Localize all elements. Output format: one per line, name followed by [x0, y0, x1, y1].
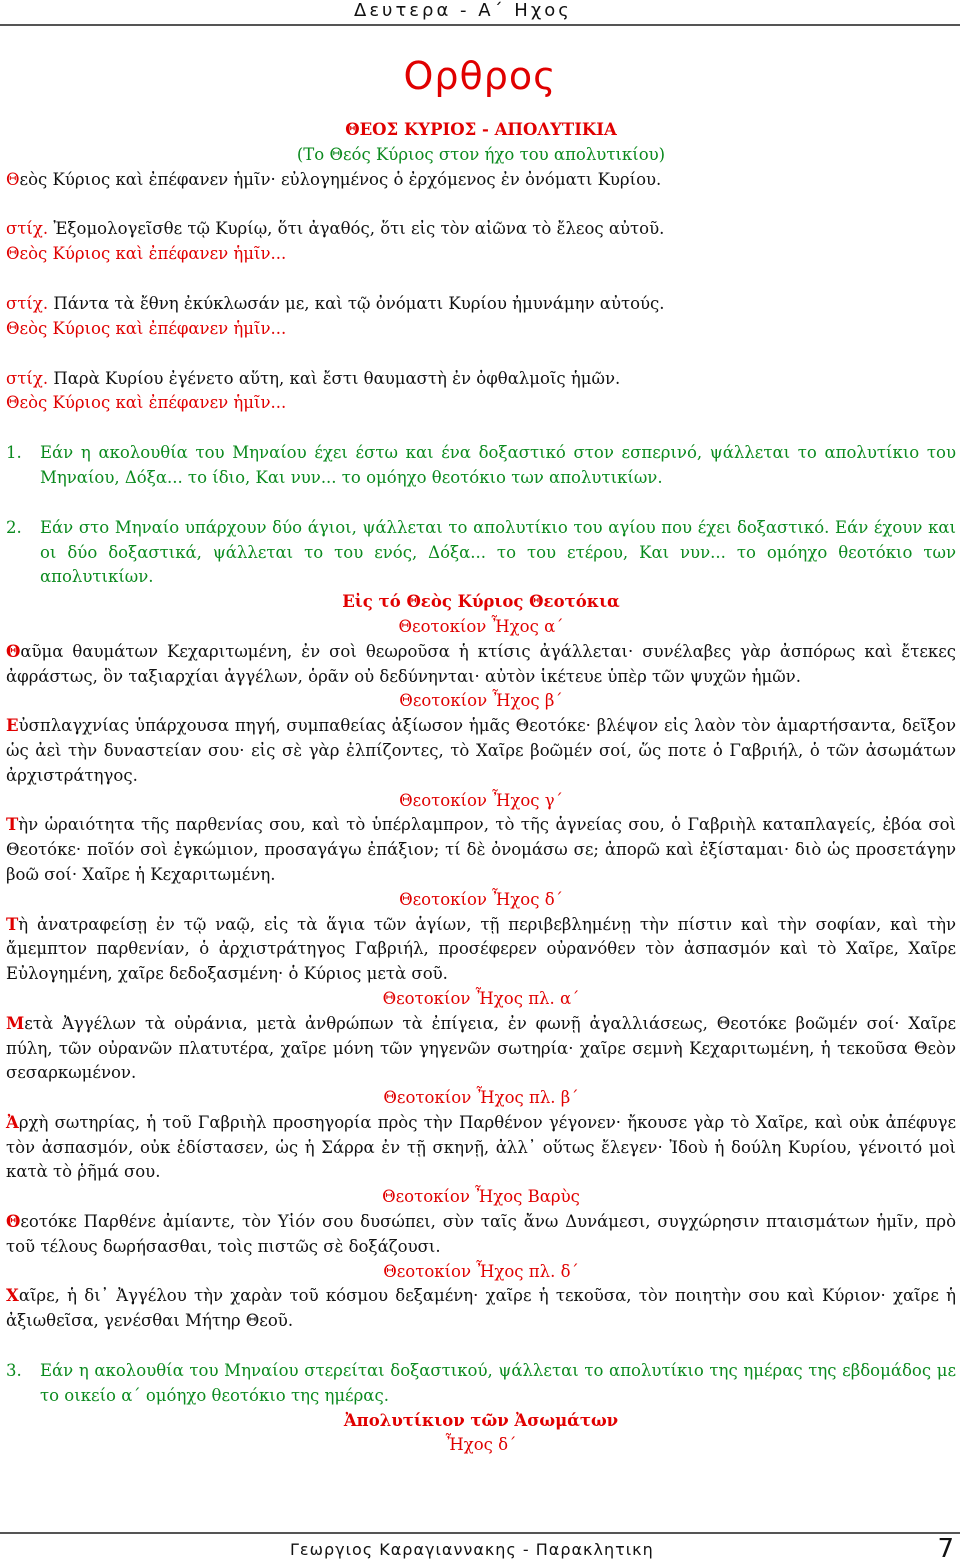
stichos-text: Πάντα τὰ ἔθνη ἐκύκλωσάν με, καὶ τῷ ὀνόματι Κυρίου ἠμυνάμην αὐτούς.: [48, 293, 665, 313]
drop-initial: Θ: [6, 1212, 21, 1232]
apolytikion-tone: Ἦχος δ΄: [445, 1435, 517, 1455]
refrain-text: εὸς Κύριος καὶ ἐπέφανεν ἡμῖν...: [19, 244, 287, 264]
stichos-3: [6, 367, 956, 392]
page-number: 7: [937, 1534, 954, 1564]
section-note: (Το Θεός Κύριος στον ήχο του απολυτικίου): [296, 144, 666, 164]
rubric-note-3: [6, 1359, 956, 1409]
theotokion-text-7: [6, 1210, 956, 1260]
rubric-note-2: [6, 516, 956, 590]
stichos-1: [6, 217, 956, 242]
refrain-3: [6, 391, 956, 416]
stichos-text: Ἐξομολογεῖσθε τῷ Κυρίῳ, ὅτι ἀγαθός, ὅτι εἰς τὸν αἰῶνα τὸ ἔλεος αὐτοῦ.: [48, 219, 665, 239]
theotokion-label-4: Θεοτοκίον Ἦχος δ΄: [399, 889, 563, 909]
theotokion-label-6: Θεοτοκίον Ἦχος πλ. β΄: [383, 1088, 579, 1108]
hymn-text: ὴ ἀνατραφείσῃ ἐν τῷ ναῷ, εἰς τὰ ἅγια τῶν ἁγίων, τῇ περιβεβλημένῃ τὴν πίστιν καὶ τὴν σοφίαν, καὶ τὴν ἄμεμπτον παρθενίαν, ὁ ἀρχιστράτηγος Γαβριήλ, προσέφερεν οὐρανόθεν τὸν ἀσπασμόν καὶ τὸ Χαῖρε, Χαῖρε Εὐλογημένη, χαῖρε δεδοξασμένη· ὁ Κύριος μετὰ σοῦ.: [6, 914, 956, 984]
refrain-text: εὸς Κύριος καὶ ἐπέφανεν ἡμῖν...: [19, 318, 287, 338]
hymn-text: αῖρε, ἡ δι᾽ Ἀγγέλου τὴν χαρὰν τοῦ κόσμου δεξαμένη· χαῖρε ἡ τεκοῦσα, τὸν ποιητὴν σου καὶ Κύριον· χαῖρε ἡ ἀξιωθεῖσα, γενέσθαι Μήτηρ Θεοῦ.: [6, 1286, 956, 1331]
theotokion-text-8: [6, 1284, 956, 1334]
drop-initial: Ἀ: [6, 1112, 19, 1132]
drop-initial: Τ: [6, 815, 19, 835]
theotokion-text-3: [6, 813, 956, 887]
refrain-1: [6, 242, 956, 267]
drop-initial: Χ: [6, 1286, 19, 1306]
stichos-label: στίχ.: [6, 368, 49, 388]
note-number: 2.: [6, 517, 22, 537]
document-body: [6, 118, 956, 1458]
footer-author: Γεωργιος Καραγιαννακης - Παρακλητικη: [290, 1540, 654, 1559]
note-text: Εάν η ακολουθία του Μηναίου στερείται δοξαστικού, ψάλλεται το απολυτίκιο της ημέρας της εβδομάδος με το οικείο α΄ ομόηχο θεοτόκιο της ημέρας.: [40, 1361, 956, 1405]
stichos-label: στίχ.: [6, 293, 49, 313]
drop-initial: Τ: [6, 914, 19, 934]
hymn-text: ρχὴ σωτηρίας, ἡ τοῦ Γαβριὴλ προσηγορία πρὸς τὴν Παρθένον γέγονεν· ἤκουσε γὰρ τὸ Χαῖρε, καὶ οὐκ ἀπέφυγε τὸν ἀσπασμόν, οὐκ ἐδίστασεν, ὡς ἡ Σάρρα ἐν τῇ σκηνῇ, ἀλλ᾽ οὕτως ἔλεγεν· Ἰδοὺ ἡ δούλη Κυρίου, γένοιτό μοὶ κατὰ τὸ ῥῆμά σου.: [6, 1112, 956, 1182]
header-rule: [0, 24, 960, 26]
rubric-note-1: [6, 441, 956, 491]
refrain-text: εὸς Κύριος καὶ ἐπέφανεν ἡμῖν...: [19, 393, 287, 413]
theotokion-text-1: [6, 640, 956, 690]
hymn-text: ὐσπλαγχνίας ὑπάρχουσα πηγή, συμπαθείας ἀξίωσον ἡμᾶς Θεοτόκε· βλέψον εἰς λαὸν τὸν ἁμαρτήσαντα, δεῖξον ὡς ἀεὶ τὴν δυναστείαν σου· εἰς σὲ γὰρ ἐλπίζοντες, τὸ Χαῖρε βοῶμέν σοί, ὥς ποτε ὁ Γαβριήλ, ὁ τῶν ἀσωμάτων ἀρχιστράτηγος.: [6, 716, 956, 785]
running-header: Δευτερα - Α΄ Ηχος: [354, 0, 572, 21]
hymn-text: ετὰ Ἀγγέλων τὰ οὐράνια, μετὰ ἀνθρώπων τὰ ἐπίγεια, ἐν φωνῇ ἀγαλλιάσεως, Θεοτόκε βοῶμέν σοί· Χαῖρε πύλη, τῶν οὐρανῶν πλατυτέρα, χαῖρε μόνη τῶν γηγενῶν σωτηρία· χαῖρε σεμνὴ Κεχαριτωμένη, ἡ τεκοῦσα Θεὸν σεσαρκωμένον.: [6, 1013, 956, 1083]
refrain-2: [6, 317, 956, 342]
hymn-text: αῦμα θαυμάτων Κεχαριτωμένη, ἐν σοὶ θεωροῦσα ἡ κτίσις ἀγάλλεται· συνέλαβες γὰρ ἀσπόρως καὶ ἔτεκες ἀφράστως, ὃν ταξιαρχίαι ἀγγέλων, ὁρᾶν οὐ δεδύνηνται· αὐτὸν ἱκέτευε ὑπὲρ τῶν ψυχῶν ἡμῶν.: [6, 641, 956, 686]
drop-initial: Θ: [6, 641, 21, 661]
theotokion-label-5: Θεοτοκίον Ἦχος πλ. α΄: [382, 988, 580, 1008]
apolytikion-heading: Ἀπολυτίκιον τῶν Ἀσωμάτων: [343, 1410, 619, 1430]
stichos-2: [6, 292, 956, 317]
theotokion-label-8: Θεοτοκίον Ἦχος πλ. δ΄: [383, 1261, 579, 1281]
theotokion-text-5: [6, 1012, 956, 1086]
note-text: Εάν η ακολουθία του Μηναίου έχει έστω και ένα δοξαστικό στον εσπερινό, ψάλλεται το απολυτίκιο του Μηναίου, Δόξα... το ίδιο, Και νυν... το ομόηχο θεοτόκιο των απολυτικίων.: [40, 443, 956, 487]
drop-initial: Ε: [6, 716, 19, 736]
verse-text: εὸς Κύριος καὶ ἐπέφανεν ἡμῖν· εὐλογημένος ὁ ἐρχόμενος ἐν ὀνόματι Κυρίου.: [19, 169, 662, 189]
section-heading: ΘΕΟΣ ΚΥΡΙΟΣ - ΑΠΟΛΥΤΙΚΙΑ: [345, 120, 617, 139]
refrain-initial: Θ: [6, 244, 20, 264]
page-footer: [0, 1534, 960, 1564]
theotokion-label-1: Θεοτοκίον Ἦχος α΄: [398, 616, 564, 636]
note-text: Εάν στο Μηναίο υπάρχουν δύο άγιοι, ψάλλεται το απολυτίκιο του αγίου που έχει δοξαστικό. Εάν έχουν και οι δύο δοξαστικά, ψάλλεται το του ενός, Δόξα... το του ετέρου, Και νυν... το ομόηχο θεοτόκιο των απολυτικίων.: [40, 517, 956, 587]
note-number: 3.: [6, 1361, 22, 1381]
drop-initial: Θ: [6, 169, 20, 189]
refrain-initial: Θ: [6, 318, 20, 338]
theotokion-text-6: [6, 1111, 956, 1185]
hymn-text: εοτόκε Παρθένε ἀμίαντε, τὸν Υἱόν σου δυσώπει, σὺν ταῖς ἄνω Δυνάμεσι, συγχώρησιν πταισμάτων ἡμῖν, πρὸ τοῦ τέλους δωρήσασθαι, τοὶς πιστῶς σὲ δοξάζουσι.: [6, 1212, 956, 1256]
stichos-label: στίχ.: [6, 219, 49, 239]
verse-main: [6, 168, 956, 193]
page-title: Ορθρος: [403, 54, 557, 98]
refrain-initial: Θ: [6, 393, 20, 413]
theotokion-text-4: [6, 913, 956, 987]
theotokion-label-3: Θεοτοκίον Ἦχος γ΄: [399, 790, 563, 810]
stichos-text: Παρὰ Κυρίου ἐγένετο αὕτη, καὶ ἔστι θαυμαστὴ ἐν ὀφθαλμοῖς ἡμῶν.: [48, 368, 621, 388]
theotokion-label-2: Θεοτοκίον Ἦχος β΄: [399, 691, 563, 711]
theotokion-text-2: [6, 714, 956, 788]
note-number: 1.: [6, 443, 22, 463]
theotokia-heading: Εἰς τό Θεὸς Κύριος Θεοτόκια: [342, 592, 620, 612]
theotokion-label-7: Θεοτοκίον Ἦχος Βαρὺς: [382, 1187, 580, 1207]
hymn-text: ὴν ὡραιότητα τῆς παρθενίας σου, καὶ τὸ ὑπέρλαμπρον, τὸ τῆς ἁγνείας σου, ὁ Γαβριὴλ καταπλαγείς, ἐβόα σοὶ Θεοτόκε· ποῖόν σοὶ ἐγκώμιον, προσαγάγω ἐπάξιον; τί δὲ ὀνομάσω σε; ἀπορῶ καὶ ἐξίσταμαι· διὸ ὡς προσετάγην βοῶ σοί· Χαῖρε ἡ Κεχαριτωμένη.: [6, 815, 956, 884]
drop-initial: Μ: [6, 1013, 25, 1033]
